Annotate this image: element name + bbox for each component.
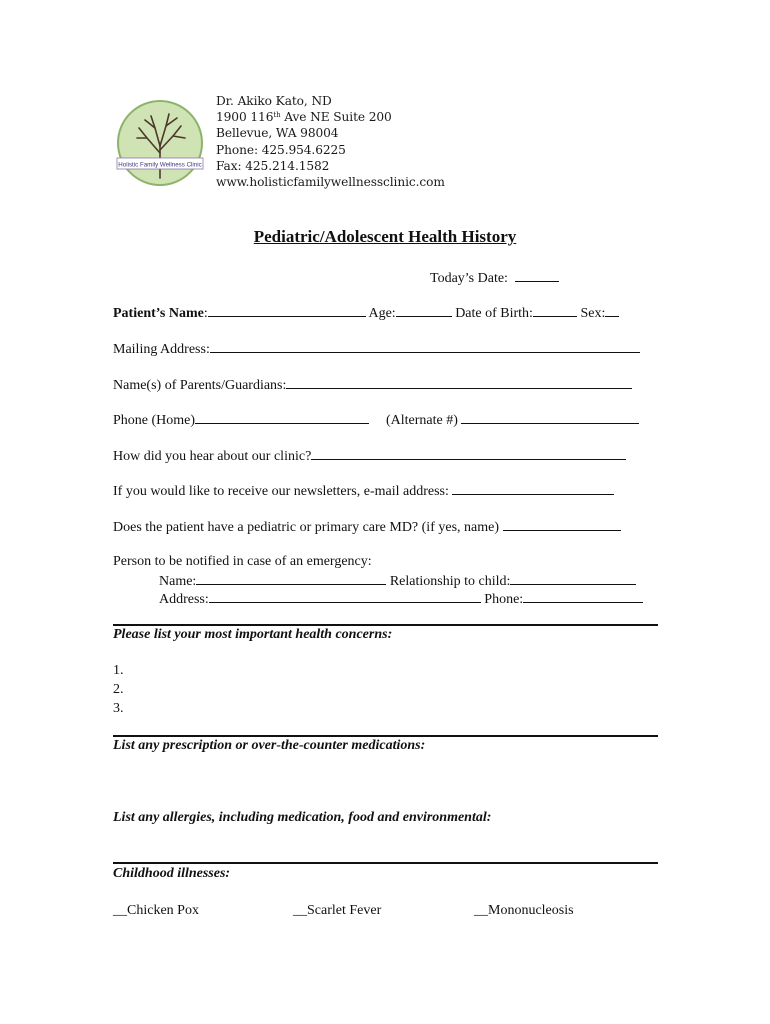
- emergency-phone-field[interactable]: [523, 589, 643, 603]
- concern-item-1: 1.: [113, 663, 124, 678]
- illness-label: Mononucleosis: [488, 903, 574, 918]
- mailing-address-label: Mailing Address:: [113, 342, 210, 357]
- alternate-phone-label: (Alternate #): [386, 413, 458, 428]
- illness-chicken-pox[interactable]: [113, 902, 199, 920]
- patient-name-field[interactable]: [208, 303, 366, 317]
- address-ordinal: th: [273, 111, 281, 120]
- illness-scarlet-fever[interactable]: [293, 902, 381, 920]
- age-field[interactable]: [396, 303, 452, 317]
- emergency-address-row: [159, 589, 643, 609]
- clinic-logo: [115, 98, 205, 188]
- parents-row: [113, 375, 632, 395]
- section-divider: [113, 862, 658, 864]
- health-concerns-title: Please list your most important health concerns:: [113, 627, 393, 642]
- emergency-name-row: [159, 571, 636, 591]
- phone-home-field[interactable]: [195, 410, 369, 424]
- clinic-city: Bellevue, WA 98004: [216, 126, 339, 141]
- newsletter-email-field[interactable]: [452, 481, 614, 495]
- emergency-name-field[interactable]: [196, 571, 386, 585]
- newsletter-label: If you would like to receive our newsletters, e-mail address:: [113, 484, 449, 499]
- sex-label: Sex:: [580, 306, 606, 321]
- section-divider: [113, 735, 658, 737]
- medications-title: List any prescription or over-the-counter medications:: [113, 738, 426, 753]
- clinic-website: www.holisticfamilywellnessclinic.com: [216, 175, 445, 190]
- emergency-relationship-field[interactable]: [510, 571, 636, 585]
- patient-row: Patient’s Name: Age: Date of Birth: Sex:: [113, 303, 619, 323]
- doctor-name: Dr. Akiko Kato, ND: [216, 94, 332, 108]
- todays-date-field[interactable]: [515, 268, 559, 282]
- alternate-phone-field[interactable]: [461, 410, 639, 424]
- childhood-illnesses-title: Childhood illnesses:: [113, 866, 231, 881]
- alternate-phone-row: [386, 410, 639, 430]
- allergies-title: List any allergies, including medication, food and environmental:: [113, 810, 492, 825]
- clinic-phone: Phone: 425.954.6225: [216, 142, 346, 157]
- illness-label: Scarlet Fever: [307, 903, 382, 918]
- svg-text:Holistic Family Wellness Clini: Holistic Family Wellness Clinic: [118, 161, 202, 169]
- section-divider: [113, 624, 658, 626]
- dob-label: Date of Birth:: [455, 306, 533, 321]
- parents-label: Name(s) of Parents/Guardians:: [113, 378, 287, 393]
- phone-row: [113, 410, 369, 430]
- clinic-street-address: 1900 116th Ave NE Suite 200: [216, 110, 392, 125]
- illness-check-blank: __: [113, 903, 127, 918]
- emergency-contact-heading: Person to be notified in case of an emergency:: [113, 554, 372, 569]
- form-title: Pediatric/Adolescent Health History: [253, 227, 517, 246]
- referral-source-field[interactable]: [311, 446, 626, 460]
- concern-item-3: 3.: [113, 701, 124, 716]
- primary-md-row: [113, 517, 621, 537]
- patient-name-label: Patient’s Name: [113, 306, 204, 321]
- mailing-address-row: [113, 339, 640, 359]
- parents-field[interactable]: [286, 375, 632, 389]
- phone-home-label: Phone (Home): [113, 413, 196, 428]
- primary-md-label: Does the patient have a pediatric or primary care MD? (if yes, name): [113, 520, 499, 535]
- clinic-fax: Fax: 425.214.1582: [216, 158, 330, 173]
- illness-check-blank: __: [474, 903, 488, 918]
- age-label: Age:: [368, 306, 396, 321]
- todays-date-row: [430, 268, 559, 288]
- emergency-name-label: Name:: [159, 574, 197, 589]
- clinic-contact-block: [216, 93, 445, 190]
- mailing-address-field[interactable]: [210, 339, 640, 353]
- concern-item-2: 2.: [113, 682, 124, 697]
- dob-field[interactable]: [533, 303, 577, 317]
- referral-source-row: [113, 446, 626, 466]
- illness-mononucleosis[interactable]: [474, 902, 574, 920]
- referral-source-label: How did you hear about our clinic?: [113, 449, 312, 464]
- illness-check-blank: __: [293, 903, 307, 918]
- sex-field[interactable]: [605, 303, 619, 317]
- illness-label: Chicken Pox: [127, 903, 199, 918]
- todays-date-label: Today’s Date:: [430, 271, 508, 286]
- emergency-phone-label: Phone:: [484, 592, 524, 607]
- emergency-address-field[interactable]: [209, 589, 481, 603]
- emergency-relationship-label: Relationship to child:: [389, 574, 511, 589]
- primary-md-field[interactable]: [503, 517, 621, 531]
- emergency-address-label: Address:: [159, 592, 209, 607]
- newsletter-row: [113, 481, 614, 501]
